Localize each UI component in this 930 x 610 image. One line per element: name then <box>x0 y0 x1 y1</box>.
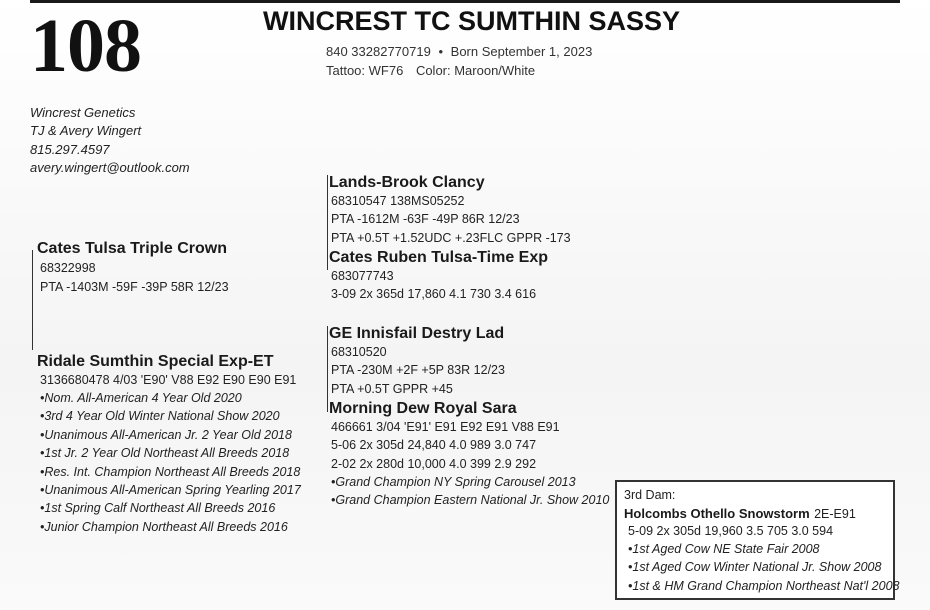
dam-dam-registration: 466661 3/04 'E91' E91 E92 E91 V88 E91 <box>331 420 560 434</box>
pedigree-bracket-sire <box>327 175 328 270</box>
dam-sire-name: GE Innisfail Destry Lad <box>329 325 505 342</box>
separator-bullet: • <box>438 44 444 59</box>
third-dam-heading <box>624 506 856 522</box>
dam-dam-record: 5-06 2x 305d 24,840 4.0 989 3.0 747 <box>331 438 537 452</box>
consignor-phone: 815.297.4597 <box>30 141 110 157</box>
dam-dam-name: Morning Dew Royal Sara <box>329 400 517 417</box>
sire-dam-record: 3-09 2x 365d 17,860 4.1 730 3.4 616 <box>331 287 537 301</box>
dam-honor: •3rd 4 Year Old Winter National Show 2020 <box>40 409 280 423</box>
dam-name: Ridale Sumthin Special Exp-ET <box>37 353 274 370</box>
sire-sire-name: Lands-Brook Clancy <box>329 174 485 191</box>
consignor-block <box>30 104 190 177</box>
dam-honor: •Unanimous All-American Jr. 2 Year Old 2018 <box>40 428 292 442</box>
tattoo: Tattoo: WF76 <box>326 63 404 78</box>
dam-honor: •1st Spring Calf Northeast All Breeds 2016 <box>40 501 276 515</box>
third-dam-record: 5-09 2x 305d 19,960 3.5 705 3.0 594 <box>628 524 834 538</box>
sire-pta: PTA -1403M -59F -39P 58R 12/23 <box>40 280 229 294</box>
sire-name: Cates Tulsa Triple Crown <box>37 240 227 257</box>
third-dam-honor: •1st & HM Grand Champion Northeast Nat'l 2008 <box>628 579 900 593</box>
dam-registration: 3136680478 4/03 'E90' V88 E92 E90 E90 E91 <box>40 373 297 387</box>
sire-dam-name: Cates Ruben Tulsa-Time Exp <box>329 249 549 266</box>
sire-dam-registration: 683077743 <box>331 269 394 283</box>
dam-sire-pta: PTA -230M +2F +5P 83R 12/23 <box>331 363 505 377</box>
sire-sire-pta: PTA -1612M -63F -49P 86R 12/23 <box>331 212 520 226</box>
sire-sire-registration: 68310547 138MS05252 <box>331 194 465 208</box>
dam-honor: •Res. Int. Champion Northeast All Breeds 2018 <box>40 465 301 479</box>
dam-dam-honor: •Grand Champion Eastern National Jr. Show 2010 <box>331 493 610 507</box>
third-dam-classification: 2E-E91 <box>814 507 856 521</box>
third-dam-honor: •1st Aged Cow NE State Fair 2008 <box>628 542 820 556</box>
dam-sire-registration: 68310520 <box>331 345 387 359</box>
dam-honor: •Nom. All-American 4 Year Old 2020 <box>40 391 242 405</box>
consignor-owners: TJ & Avery Wingert <box>30 123 142 139</box>
birth-date: Born September 1, 2023 <box>450 44 593 59</box>
consignor-farm: Wincrest Genetics <box>30 105 136 120</box>
dam-dam-honor: •Grand Champion NY Spring Carousel 2013 <box>331 475 576 489</box>
dam-dam-record: 2-02 2x 280d 10,000 4.0 399 2.9 292 <box>331 457 537 471</box>
lot-number: 108 <box>30 4 141 88</box>
registration-number: 840 33282770719 <box>326 44 431 59</box>
animal-name: WINCREST TC SUMTHIN SASSY <box>263 6 681 36</box>
third-dam-label: 3rd Dam: <box>624 488 676 502</box>
sire-registration: 68322998 <box>40 261 96 275</box>
sire-sire-pta-type: PTA +0.5T +1.52UDC +.23FLC GPPR -173 <box>331 231 571 245</box>
dam-sire-pta-type: PTA +0.5T GPPR +45 <box>331 382 453 396</box>
tattoo-color-line <box>326 63 535 79</box>
color: Color: Maroon/White <box>415 63 536 78</box>
pedigree-bracket-dam <box>327 326 328 412</box>
dam-honor: •Junior Champion Northeast All Breeds 2016 <box>40 520 288 534</box>
third-dam-name: Holcombs Othello Snowstorm <box>624 506 810 521</box>
registration-line <box>326 44 592 60</box>
consignor-email: avery.wingert@outlook.com <box>30 159 190 175</box>
third-dam-honor: •1st Aged Cow Winter National Jr. Show 2008 <box>628 560 882 574</box>
pedigree-bracket-left <box>32 250 33 350</box>
header-rule <box>30 0 900 3</box>
dam-honor: •1st Jr. 2 Year Old Northeast All Breeds 2018 <box>40 446 290 460</box>
dam-honor: •Unanimous All-American Spring Yearling 2017 <box>40 483 301 497</box>
